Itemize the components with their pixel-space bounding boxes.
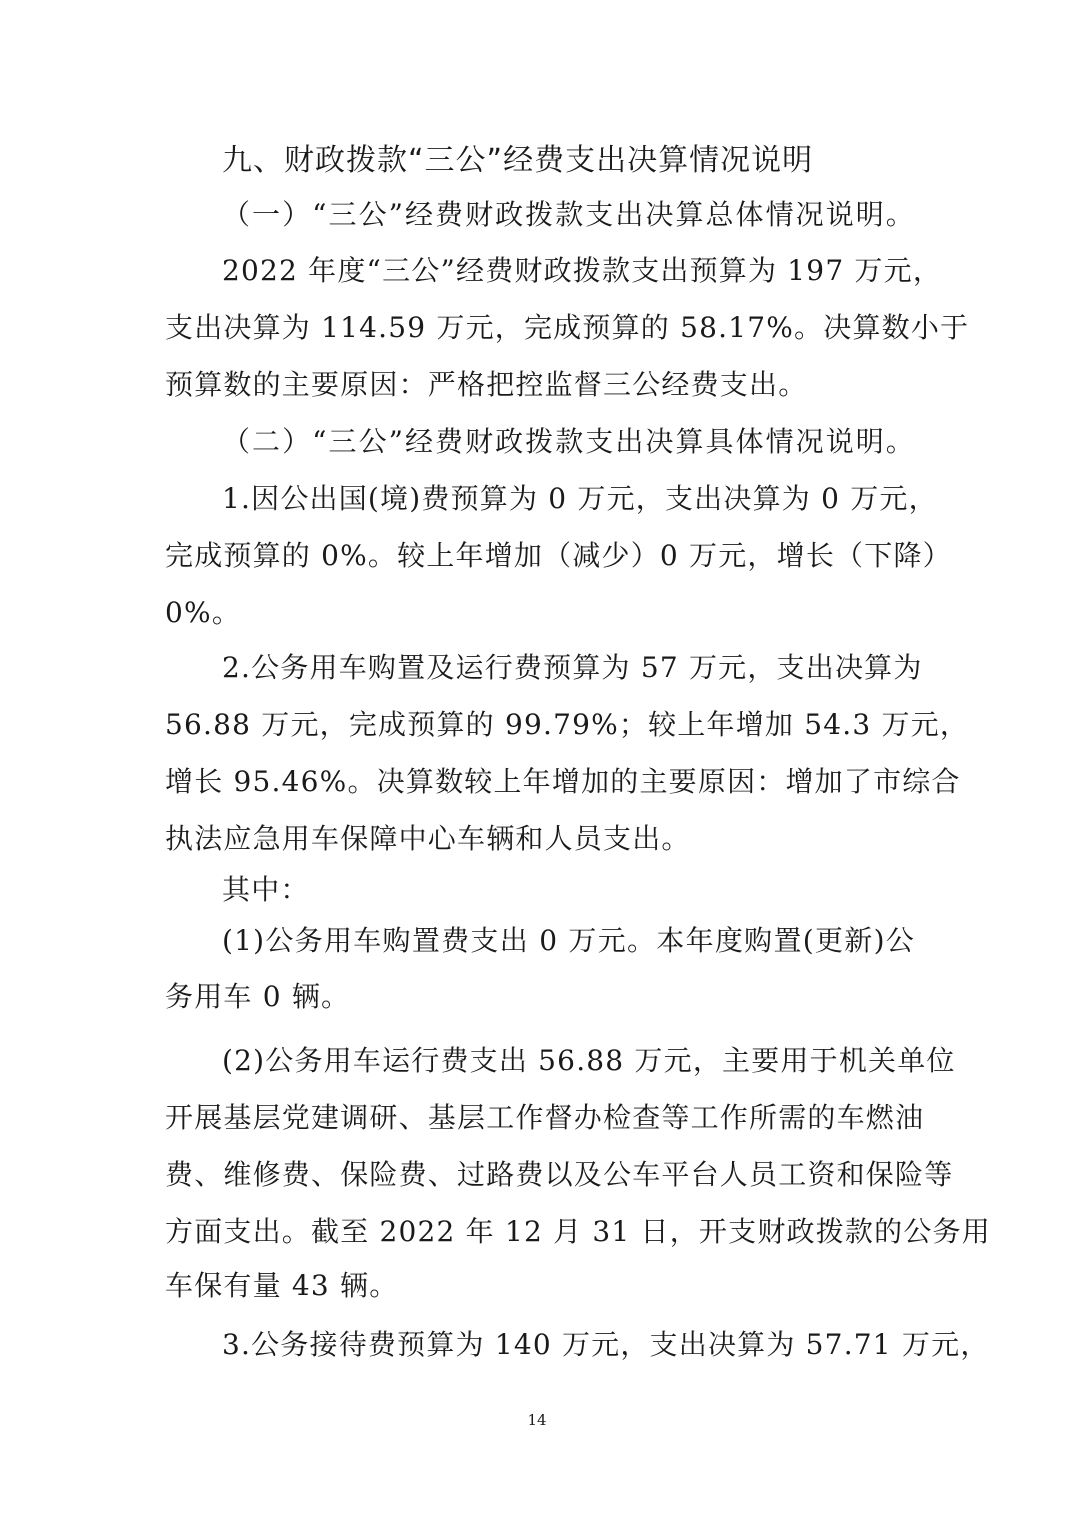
sub2-line: 方面支出。截至 2022 年 12 月 31 日，开支财政拨款的公务用 xyxy=(165,1215,991,1248)
page-number: 14 xyxy=(527,1411,547,1429)
among-label: 其中： xyxy=(222,873,310,906)
item2-line: 增长 95.46%。决算数较上年增加的主要原因：增加了市综合 xyxy=(165,765,961,798)
item2-line: 执法应急用车保障中心车辆和人员支出。 xyxy=(165,822,691,855)
item2-line: 56.88 万元，完成预算的 99.79%；较上年增加 54.3 万元， xyxy=(165,708,970,741)
overall-paragraph-line: 2022 年度“三公”经费财政拨款支出预算为 197 万元， xyxy=(222,254,943,287)
item1-line: 完成预算的 0%。较上年增加（减少）0 万元，增长（下降） xyxy=(165,539,952,572)
item2-line: 2.公务用车购置及运行费预算为 57 万元，支出决算为 xyxy=(222,651,923,684)
section-heading: 九、财政拨款“三公”经费支出决算情况说明 xyxy=(222,143,814,178)
sub2-line: 费、维修费、保险费、过路费以及公车平台人员工资和保险等 xyxy=(165,1158,954,1191)
sub2-line: (2)公务用车运行费支出 56.88 万元，主要用于机关单位 xyxy=(222,1044,956,1077)
subsection-title-overall: （一）“三公”经费财政拨款支出决算总体情况说明。 xyxy=(222,198,915,231)
subsection-title-detail: （二）“三公”经费财政拨款支出决算具体情况说明。 xyxy=(222,425,915,458)
sub1-line: (1)公务用车购置费支出 0 万元。本年度购置(更新)公 xyxy=(222,924,915,957)
sub2-line: 车保有量 43 辆。 xyxy=(165,1269,399,1302)
item1-line: 1.因公出国(境)费预算为 0 万元，支出决算为 0 万元， xyxy=(222,482,938,515)
sub1-line: 务用车 0 辆。 xyxy=(165,980,351,1013)
item1-line: 0%。 xyxy=(165,596,242,629)
sub2-line: 开展基层党建调研、基层工作督办检查等工作所需的车燃油 xyxy=(165,1101,925,1134)
item3-line: 3.公务接待费预算为 140 万元，支出决算为 57.71 万元， xyxy=(222,1328,990,1361)
overall-paragraph-line: 支出决算为 114.59 万元，完成预算的 58.17%。决算数小于 xyxy=(165,311,970,344)
overall-paragraph-line: 预算数的主要原因：严格把控监督三公经费支出。 xyxy=(165,368,808,401)
